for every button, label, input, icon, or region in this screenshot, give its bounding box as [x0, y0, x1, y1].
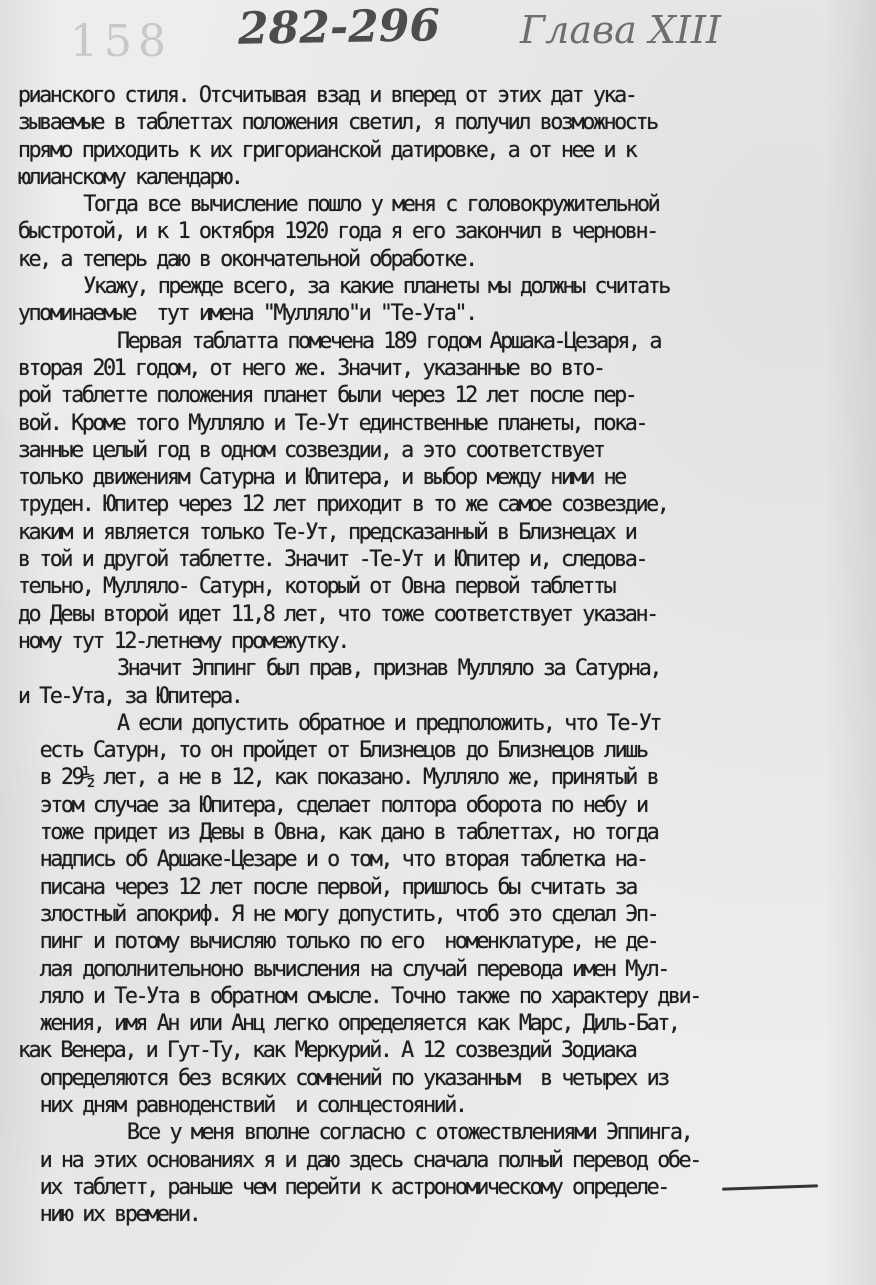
handwritten-page-range: 282-296 [237, 0, 441, 55]
text-line: в той и другой таблетте. Значит -Те-Ут и Юпитер и, следова- [17, 547, 647, 573]
page-header [0, 0, 876, 80]
text-line: занные целый год в одном созвездии, а это соответствует [17, 437, 604, 463]
text-line: как Венера, и Гут-Ту, как Меркурий. А 12 созвездий Зодиака [17, 1038, 636, 1064]
text-line: рой таблетте положения планет были через 12 лет после пер- [17, 383, 636, 409]
text-line: лая дополнительноно вычисления на случай перевода имен Мул- [39, 956, 668, 982]
text-line: определяются без всяких сомнений по указанным в четырех из [39, 1065, 668, 1091]
text-line: упоминаемые тут имена "Мулляло"и "Те-Ута". [17, 301, 476, 327]
text-line: Все у меня вполне согласно с отожествлениями Эппинга, [126, 1120, 692, 1146]
text-line: тоже придет из Девы в Овна, как дано в таблеттах, но тогда [39, 820, 658, 846]
text-line: в 29½ лет, а не в 12, как показано. Мулляло же, принятый в [39, 765, 658, 791]
text-line: писана через 12 лет после первой, пришлось бы считать за [39, 874, 636, 900]
text-line: Первая таблатта помечена 189 годом Аршака-Цезаря, а [116, 328, 661, 354]
text-line: этом случае за Юпитера, сделает полтора оборота по небу и [39, 792, 647, 818]
text-line: каким и является только Те-Ут, предсказанный в Близнецах и [17, 519, 636, 545]
text-line: труден. Юпитер через 12 лет приходит в то же самое созвездие, [17, 492, 668, 518]
text-line: и на этих основаниях я и даю здесь сначала полный перевод обе- [39, 1147, 700, 1173]
text-line: и Те-Ута, за Юпитера. [17, 683, 242, 709]
text-line: А если допустить обратное и предположить, что Те-Ут [116, 710, 661, 736]
text-line: надпись об Аршаке-Цезаре и о том, что вторая таблетка на- [39, 847, 647, 873]
text-line: рианского стиля. Отсчитывая взад и вперед от этих дат ука- [17, 83, 636, 108]
text-line: их таблетт, раньше чем перейти к астрономическому определе- [39, 1174, 668, 1200]
text-line: до Девы второй идет 11,8 лет, что тоже соответствует указан- [17, 601, 657, 627]
text-line: только движениям Сатурна и Юпитера, и выбор между ними не [17, 465, 625, 491]
text-line: жения, имя Ан или Анц легко определяется как Марс, Диль-Бат, [39, 1011, 679, 1037]
text-line: тельно, Мулляло- Сатурн, который от Овна первой таблетты [17, 574, 615, 600]
text-line: вой. Кроме того Мулляло и Те-Ут единственные планеты, пока- [17, 410, 647, 436]
text-line: нию их времени. [39, 1202, 200, 1228]
text-line: есть Сатурн, то он пройдет от Близнецов до Близнецов лишь [39, 738, 647, 764]
text-line: ке, а теперь даю в окончательной обработке. [17, 246, 476, 272]
text-line: пинг и потому вычисляю только по его номенклатуре, не де- [39, 929, 658, 955]
faded-page-number: 158 [70, 16, 172, 67]
text-line: них дням равноденствий и солнцестояний. [39, 1092, 466, 1118]
typewritten-text-body [0, 82, 876, 1228]
text-line: Укажу, прежде всего, за какие планеты мы должны считать [83, 274, 669, 300]
text-line: зываемые в таблеттах положения светил, я получил возможность [17, 110, 657, 136]
text-line: ному тут 12-летнему промежутку. [17, 628, 348, 654]
text-line: Значит Эппинг был прав, признав Мулляло за Сатурна, [116, 656, 661, 682]
text-line: вторая 201 годом, от него же. Значит, указанные во вто- [17, 355, 604, 381]
text-line: быстротой, и к 1 октября 1920 года я его закончил в черновн- [17, 219, 657, 245]
text-line: злостный апокриф. Я не могу допустить, чтоб это сделал Эп- [39, 901, 658, 927]
text-line: Тогда все вычисление пошло у меня с головокружительной [83, 192, 659, 218]
text-line: прямо приходить к их григорианской датировке, а от нее и к [17, 137, 636, 163]
handwritten-chapter-label: Глава XIII [520, 8, 721, 52]
text-line: юлианскому календарю. [17, 164, 242, 190]
text-line: ляло и Те-Ута в обратном смысле. Точно также по характеру дви- [39, 983, 700, 1009]
